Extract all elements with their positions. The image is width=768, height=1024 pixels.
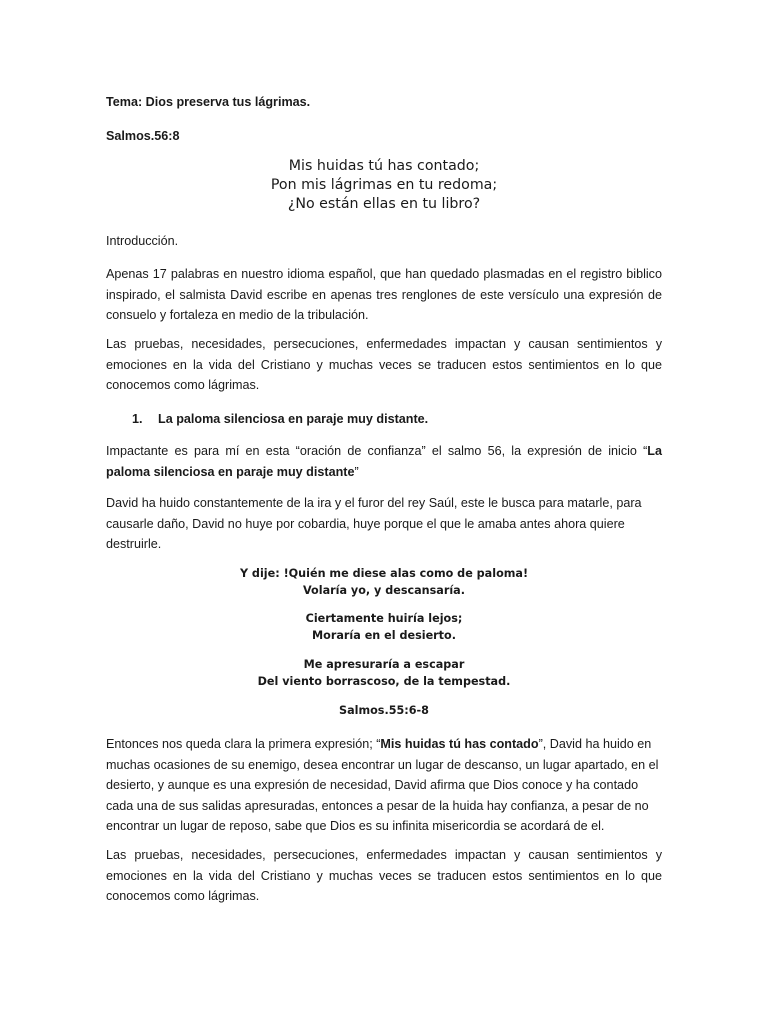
- stanza-line: Moraría en el desierto.: [312, 628, 456, 642]
- stanza-line: Me apresuraría a escapar: [303, 658, 465, 671]
- scripture-reference: Salmos.56:8: [106, 129, 180, 143]
- numbered-point-1: [132, 409, 428, 429]
- main-verse-line: Mis huidas tú has contado;: [288, 158, 480, 174]
- paragraph-first-expression-start: Entonces nos queda clara la primera expresión; “: [106, 737, 381, 751]
- paragraph-impact: [106, 441, 662, 482]
- quoted-stanza-1: [106, 566, 662, 599]
- paragraph-first-expression-bold: Mis huidas tú has contado: [380, 737, 539, 751]
- point-title: La paloma silenciosa en paraje muy distante.: [158, 412, 429, 426]
- paragraph-david-flees: David ha huido constantemente de la ira y el furor del rey Saúl, este le busca para matarle, para causarle daño, David no huye por cobardia, huye porque el que le amaba antes ahora quiere destruirle.: [106, 496, 642, 551]
- paragraph-impact-close: ”: [354, 464, 359, 479]
- paragraph-trials: Las pruebas, necesidades, persecuciones, enfermedades impactan y causan sentimientos y emociones en la vida del Cristiano y muchas veces se traducen estos sentimientos en lo que conocemos como lágrimas.: [106, 337, 662, 392]
- point-number: 1.: [132, 412, 143, 426]
- tema-heading: Tema: Dios preserva tus lágrimas.: [106, 95, 311, 109]
- quote-reference: Salmos.55:6-8: [339, 704, 429, 717]
- main-verse: [106, 157, 662, 214]
- paragraph-impact-bold: La paloma silenciosa en paraje muy distante: [106, 444, 662, 479]
- paragraph-first-expression: [106, 734, 660, 837]
- paragraph-first-expression-rest: ”, David ha huido en muchas ocasiones de su enemigo, desea encontrar un lugar de descanso, un lugar apartado, en el desierto, y aunque es una expresión de necesidad, David afirma que Dios conoce y ha contado cada una de sus salidas apresuradas, entonces a pesar de la huida hay confianza, a pesar de no encontrar un lugar de reposo, sabe que Dios es su infinita misericordia se acordará de el.: [106, 737, 659, 833]
- paragraph-impact-text: Impactante es para mí en esta “oración de confianza” el salmo 56, la expresión de inicio “: [106, 444, 648, 458]
- stanza-line: Del viento borrascoso, de la tempestad.: [257, 674, 511, 688]
- main-verse-line: ¿No están ellas en tu libro?: [287, 196, 481, 212]
- quoted-stanza-2: [106, 611, 662, 644]
- stanza-line: Ciertamente huiría lejos;: [305, 612, 463, 625]
- stanza-line: Y dije: !Quién me diese alas como de paloma!: [239, 567, 529, 580]
- paragraph-trials-repeat: Las pruebas, necesidades, persecuciones, enfermedades impactan y causan sentimientos y emociones en la vida del Cristiano y muchas veces se traducen estos sentimientos en lo que conocemos como lágrimas.: [106, 848, 662, 903]
- main-verse-line: Pon mis lágrimas en tu redoma;: [270, 177, 498, 193]
- quoted-stanza-3: [106, 657, 662, 690]
- introduction-heading: Introducción.: [106, 234, 179, 248]
- stanza-line: Volaría yo, y descansaría.: [303, 583, 465, 597]
- paragraph-intro: Apenas 17 palabras en nuestro idioma español, que han quedado plasmadas en el registro biblico inspirado, el salmista David escribe en apenas tres renglones de este versículo una expresión de consuelo y fortaleza en medio de la tribulación.: [106, 267, 662, 322]
